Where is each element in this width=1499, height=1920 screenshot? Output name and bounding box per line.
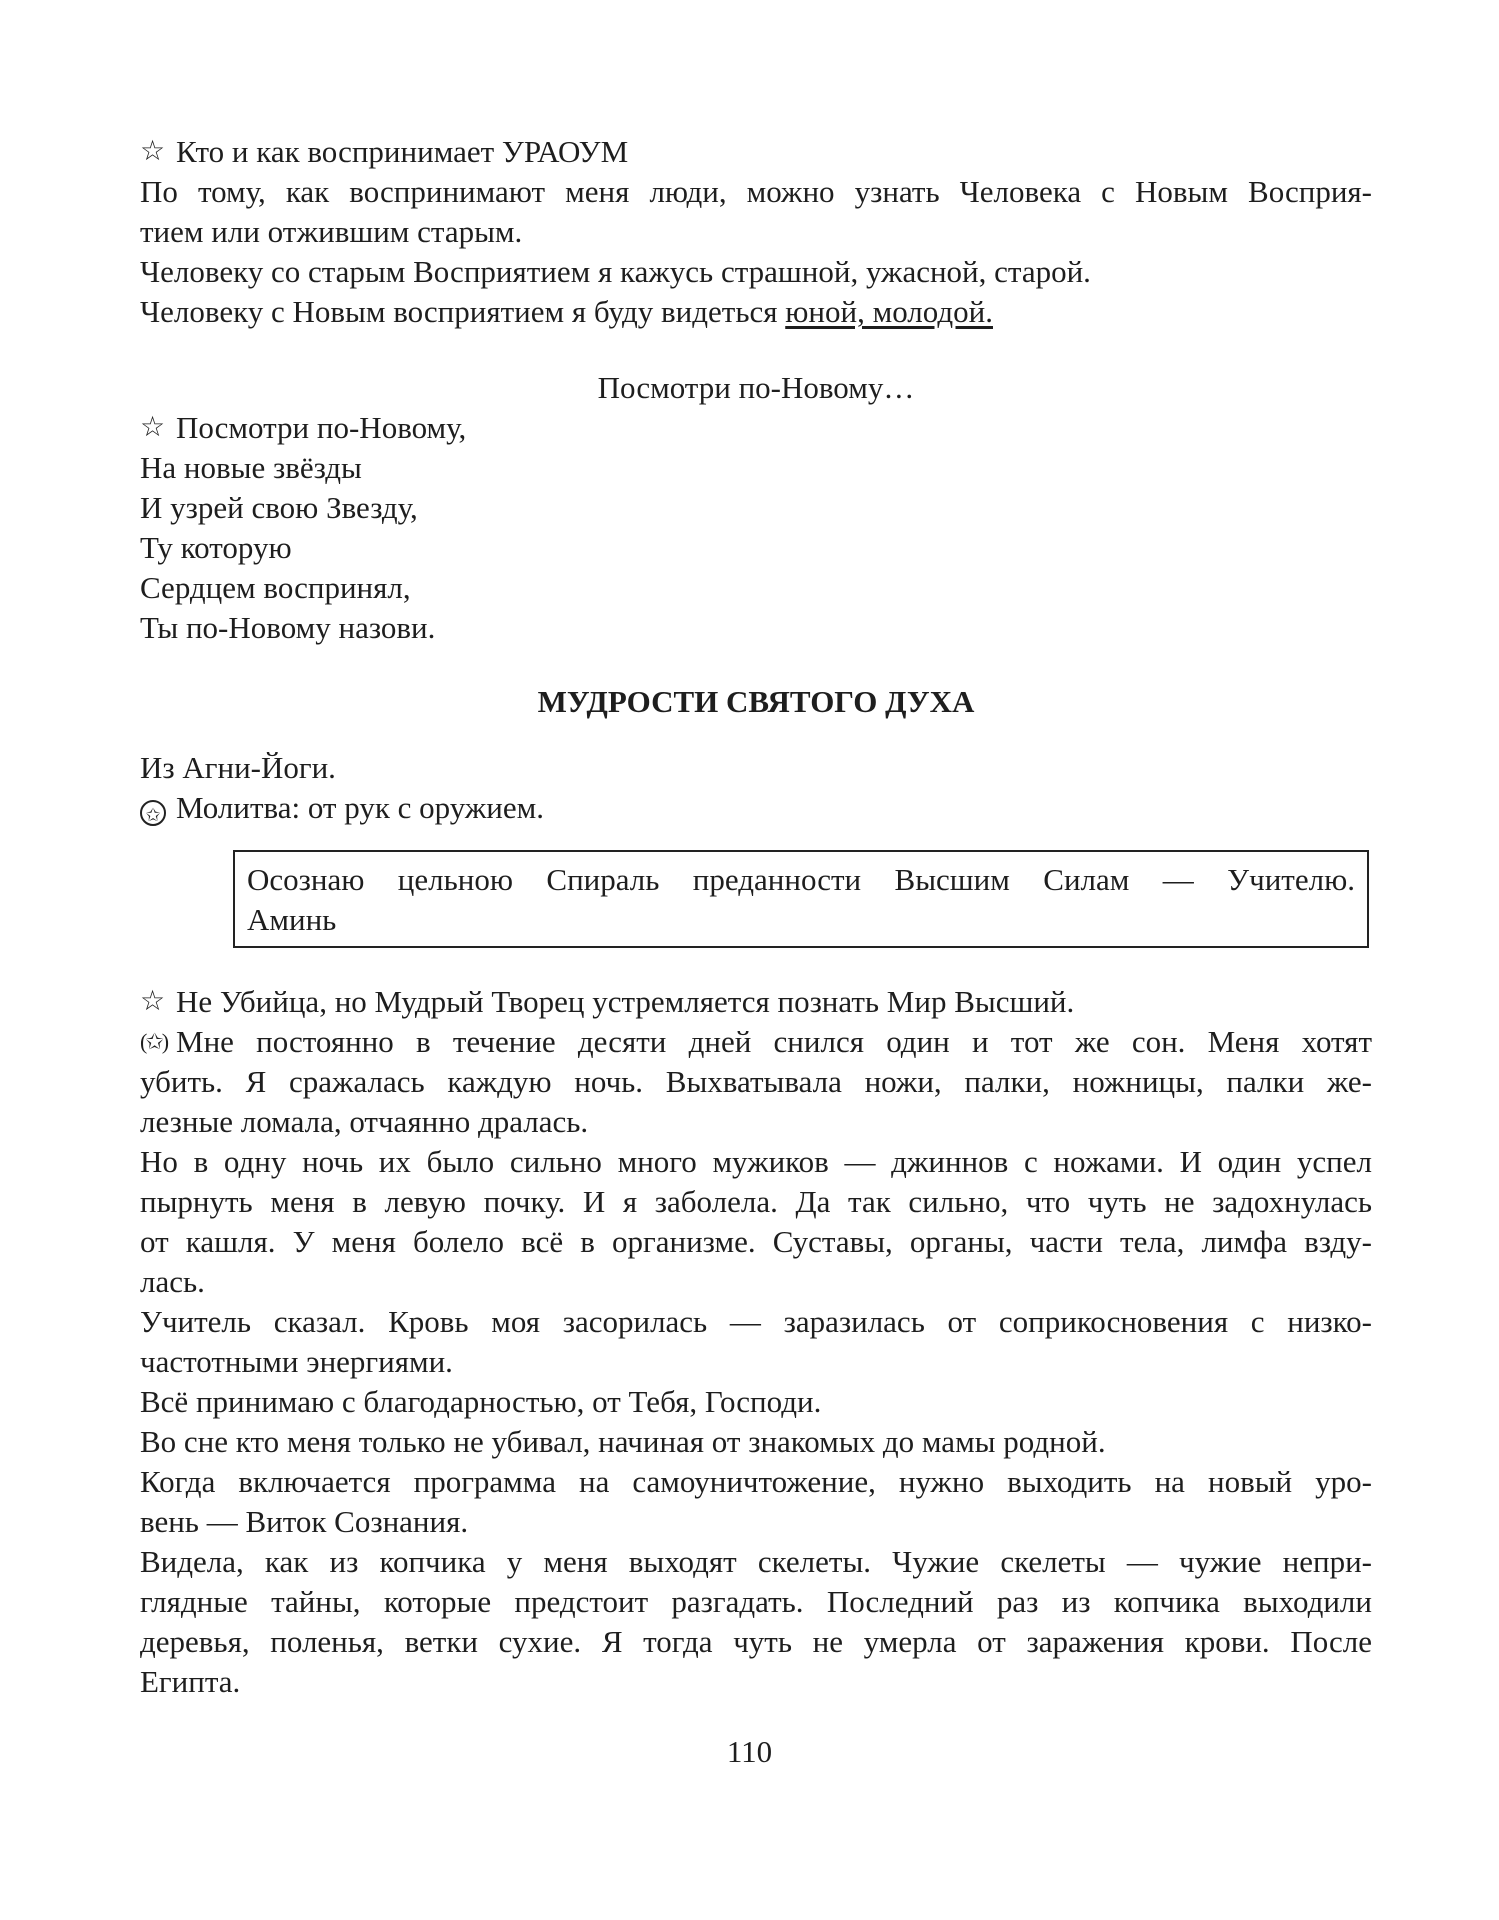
- star-outline-icon: ☆: [140, 412, 166, 443]
- poem-title: Посмотри по-Новому…: [597, 370, 915, 405]
- poem-line: Ту которую: [140, 530, 292, 565]
- paragraph-line: от кашля. У меня болело всё в организме. Суставы, органы, части тела, лимфа взду-: [140, 1224, 1372, 1259]
- star-line: ☆ Не Убийца, но Мудрый Творец устремляется познать Мир Высший.: [140, 982, 1372, 1022]
- poem-line: На новые звёзды: [140, 450, 362, 485]
- paragraph-line: Но в одну ночь их было сильно много мужиков — джиннов с ножами. И один успел: [140, 1144, 1372, 1179]
- prayer-text: Аминь: [247, 902, 337, 937]
- paragraph-line: вень — Виток Сознания.: [140, 1504, 469, 1539]
- section-title-uraoum: ☆ Кто и как воспринимает УРАОУМ: [140, 132, 1372, 172]
- paragraph-line: убить. Я сражалась каждую ночь. Выхватывала ножи, палки, ножницы, палки же-: [140, 1064, 1372, 1099]
- paragraph-line: Египта.: [140, 1664, 241, 1699]
- star-circle-icon: ✩: [140, 800, 166, 826]
- prayer-box: [233, 850, 1369, 948]
- paragraph-line: частотными энергиями.: [140, 1344, 453, 1379]
- source-line: Из Агни-Йоги.: [140, 750, 336, 785]
- paragraph-line: деревья, поленья, ветки сухие. Я тогда чуть не умерла от заражения крови. После: [140, 1624, 1372, 1659]
- prayer-text: Осознаю цельною Спираль преданности Высшим Силам — Учителю.: [247, 862, 1355, 897]
- poem-line: И узрей свою Звезду,: [140, 490, 418, 525]
- paragraph-line: (✩) Мне постоянно в течение десяти дней снился один и тот же сон. Меня хотят: [140, 1022, 1372, 1062]
- paragraph-line: Когда включается программа на самоуничтожение, нужно выходить на новый уро-: [140, 1464, 1372, 1499]
- paragraph-line: Во сне кто меня только не убивал, начиная от знакомых до мамы родной.: [140, 1424, 1106, 1459]
- poem-line: ☆ Посмотри по-Новому,: [140, 408, 1372, 448]
- section-heading: МУДРОСТИ СВЯТОГО ДУХА: [537, 684, 975, 719]
- star-outline-icon: ☆: [140, 986, 166, 1017]
- underlined-text: юной, молодой.: [785, 294, 993, 329]
- paragraph-line: Человеку с Новым восприятием я буду видеться юной, молодой.: [140, 294, 993, 329]
- paragraph-line: глядные тайны, которые предстоит разгадать. Последний раз из копчика выходили: [140, 1584, 1372, 1619]
- star-parenthesized-icon: (✩): [140, 1029, 168, 1054]
- paragraph-line: Человеку со старым Восприятием я кажусь страшной, ужасной, старой.: [140, 254, 1091, 289]
- paragraph-line: По тому, как воспринимают меня люди, можно узнать Человека с Новым Восприя-: [140, 174, 1372, 209]
- paragraph-line: лась.: [140, 1264, 205, 1299]
- star-outline-icon: ☆: [140, 136, 166, 167]
- paragraph-line: пырнуть меня в левую почку. И я заболела. Да так сильно, что чуть не задохнулась: [140, 1184, 1372, 1219]
- prayer-label: ✩ Молитва: от рук с оружием.: [140, 788, 1372, 828]
- paragraph-line: Учитель сказал. Кровь моя засорилась — заразилась от соприкосновения с низко-: [140, 1304, 1372, 1339]
- paragraph-line: Видела, как из копчика у меня выходят скелеты. Чужие скелеты — чужие непри-: [140, 1544, 1372, 1579]
- poem-line: Ты по-Новому назови.: [140, 610, 436, 645]
- poem-line: Сердцем воспринял,: [140, 570, 411, 605]
- paragraph-line: лезные ломала, отчаянно дралась.: [140, 1104, 589, 1139]
- page-content: [140, 132, 1372, 1702]
- paragraph-line: тием или отжившим старым.: [140, 214, 523, 249]
- paragraph-line: Всё принимаю с благодарностью, от Тебя, Господи.: [140, 1384, 822, 1419]
- page-number: 110: [726, 1734, 773, 1769]
